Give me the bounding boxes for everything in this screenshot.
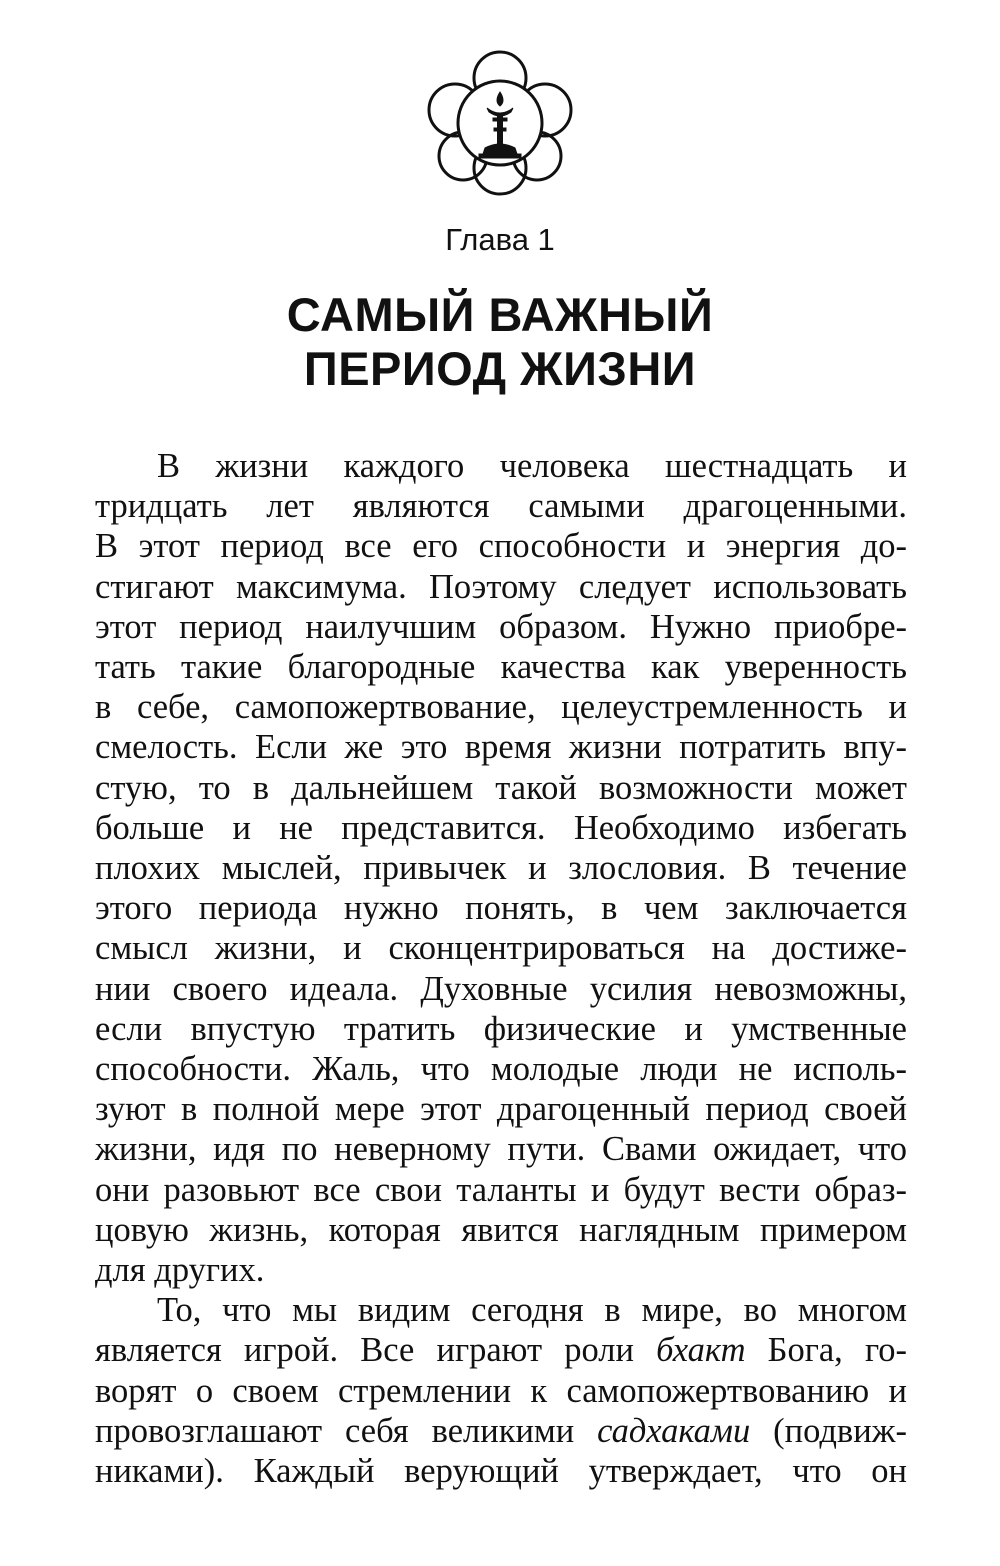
- text-line: тридцать лет являются самыми драгоценными.: [95, 487, 907, 526]
- text-line: стигают максимума. Поэтому следует использовать: [95, 567, 907, 606]
- text-segment: (подвиж-: [750, 1411, 907, 1450]
- text-line: [95, 1330, 907, 1370]
- text-segment: провозглашают себя великими: [95, 1411, 598, 1450]
- text-line: ворят о своем стремлении к самопожертвованию и: [95, 1371, 907, 1410]
- text-line: То, что мы видим сегодня в мире, во многом: [157, 1291, 907, 1330]
- italic-term-bhakta: бхакт: [656, 1331, 746, 1370]
- text-line: для других.: [95, 1251, 265, 1290]
- paragraph-2: [95, 1290, 907, 1491]
- text-line: В жизни каждого человека шестнадцать и: [157, 447, 907, 485]
- chapter-label: Глава 1: [445, 222, 555, 257]
- paragraph-1: [95, 446, 907, 1290]
- text-line: зуют в полной мере этот драгоценный период своей: [95, 1090, 907, 1129]
- text-line: стую, то в дальнейшем такой возможности может: [95, 768, 907, 807]
- text-segment: является игрой. Все играют роли: [95, 1331, 657, 1370]
- text-line: [95, 1411, 907, 1451]
- text-line: если впустую тратить физические и умственные: [95, 1009, 907, 1048]
- lotus-lamp-emblem-icon: [425, 48, 575, 198]
- chapter-title-line-1: САМЫЙ ВАЖНЫЙ: [286, 288, 714, 341]
- chapter-title-line-2: ПЕРИОД ЖИЗНИ: [303, 342, 697, 395]
- chapter-title: [0, 288, 1000, 396]
- text-line: больше и не представится. Необходимо избегать: [95, 808, 907, 847]
- text-line: цовую жизнь, которая явится наглядным примером: [95, 1210, 907, 1249]
- text-line: тать такие благородные качества как уверенность: [95, 648, 907, 687]
- text-line: смелость. Если же это время жизни потратить впу-: [95, 728, 907, 767]
- text-line: жизни, идя по неверному пути. Свами ожидает, что: [95, 1130, 907, 1169]
- body-text: [95, 446, 907, 1491]
- text-line: смысл жизни, и сконцентрироваться на достиже-: [95, 929, 907, 968]
- text-segment: Бога, го-: [745, 1331, 907, 1370]
- text-line: этого периода нужно понять, в чем заключается: [95, 889, 907, 928]
- text-line: плохих мыслей, привычек и злословия. В течение: [95, 849, 907, 888]
- text-line: способности. Жаль, что молодые люди не исполь-: [95, 1050, 907, 1089]
- text-line: в себе, самопожертвование, целеустремленность и: [95, 688, 907, 727]
- text-line: никами). Каждый верующий утверждает, что он: [95, 1452, 907, 1491]
- italic-term-sadhaka: садхаками: [597, 1411, 751, 1450]
- text-line: нии своего идеала. Духовные усилия невозможны,: [95, 969, 907, 1008]
- text-line: этот период наилучшим образом. Нужно приобре-: [95, 607, 907, 646]
- text-line: В этот период все его способности и энергия до-: [95, 527, 907, 566]
- text-line: они разовьют все свои таланты и будут вести образ-: [95, 1170, 907, 1209]
